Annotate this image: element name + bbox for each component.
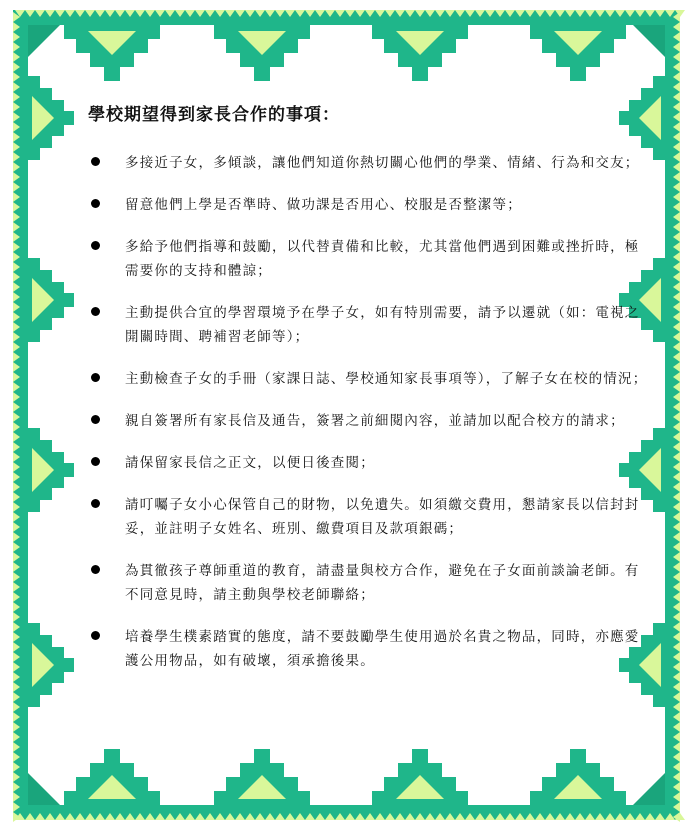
step-motif — [556, 53, 600, 67]
document-title: 學校期望得到家長合作的事項： — [88, 105, 340, 125]
guideline-list — [70, 151, 650, 673]
list-item-text: 多給予他們指導和鼓勵，以代替責備和比較，尤其當他們遇到困難或挫折時，極需要你的支持和體諒； — [125, 239, 640, 279]
list-item-text: 請叮囑子女小心保管自己的財物，以免遺失。如須繳交費用，懇請家長以信封封妥，並註明子女姓名、班別、繳費項目及款項銀碼； — [125, 497, 640, 537]
list-item — [70, 301, 650, 349]
list-item-text: 主動檢查子女的手冊（家課日誌、學校通知家長事項等），了解子女在校的情況； — [125, 371, 648, 387]
step-motif — [240, 53, 284, 67]
list-item — [70, 151, 650, 175]
step-motif — [240, 763, 284, 777]
step-motif — [90, 763, 134, 777]
bullet-icon — [91, 457, 100, 466]
bullet-icon — [91, 157, 100, 166]
list-item — [70, 559, 650, 607]
step-motif — [398, 53, 442, 67]
step-motif — [412, 67, 428, 81]
step-motif — [254, 67, 270, 81]
list-item — [70, 451, 650, 475]
bullet-icon — [91, 415, 100, 424]
list-item — [70, 367, 650, 391]
bullet-icon — [91, 241, 100, 250]
step-motif — [570, 749, 586, 763]
bullet-icon — [91, 199, 100, 208]
step-motif — [254, 749, 270, 763]
step-motif — [570, 67, 586, 81]
step-motif — [556, 763, 600, 777]
list-item — [70, 193, 650, 217]
step-motif — [90, 53, 134, 67]
list-item — [70, 493, 650, 541]
document-body — [70, 100, 650, 691]
step-motif — [104, 67, 120, 81]
list-item-text: 請保留家長信之正文，以便日後查閱； — [125, 455, 375, 471]
step-motif — [104, 749, 120, 763]
list-item-text: 培養學生樸素踏實的態度，請不要鼓勵學生使用過於名貴之物品，同時，亦應愛護公用物品，如有破壞，須承擔後果。 — [125, 629, 640, 669]
list-item — [70, 235, 650, 283]
bullet-icon — [91, 373, 100, 382]
list-item-text: 留意他們上學是否準時、做功課是否用心、校服是否整潔等； — [125, 197, 522, 213]
list-item-text: 親自簽署所有家長信及通告，簽署之前細閱內容，並請加以配合校方的請求； — [125, 413, 625, 429]
list-item-text: 多接近子女，多傾談，讓他們知道你熱切關心他們的學業、情緒、行為和交友； — [125, 155, 640, 171]
bullet-icon — [91, 565, 100, 574]
bullet-icon — [91, 631, 100, 640]
bullet-icon — [91, 307, 100, 316]
list-item — [70, 409, 650, 433]
list-item-text: 主動提供合宜的學習環境予在學子女，如有特別需要，請予以遷就（如：電視之開關時間、聘補習老師等）； — [125, 305, 640, 345]
bullet-icon — [91, 499, 100, 508]
step-motif — [398, 763, 442, 777]
list-item-text: 為貫徹孩子尊師重道的教育，請盡量與校方合作，避免在子女面前談論老師。有不同意見時，請主動與學校老師聯絡； — [125, 563, 640, 603]
list-item — [70, 625, 650, 673]
step-motif — [412, 749, 428, 763]
